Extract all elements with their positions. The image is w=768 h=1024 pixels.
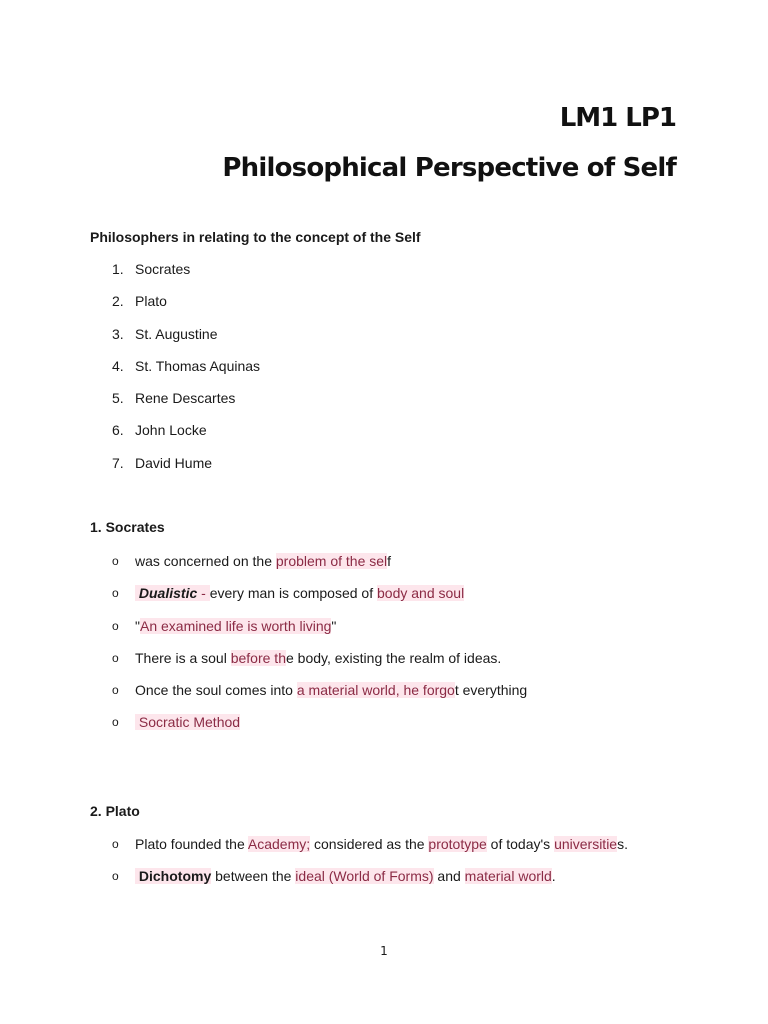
text-run: - xyxy=(197,585,210,602)
highlighted-text: before th xyxy=(230,649,286,666)
bullet-text xyxy=(135,616,336,636)
highlighted-text: An examined life is worth living xyxy=(139,617,332,634)
highlighted-text: problem of the sel xyxy=(275,553,388,569)
document-code: LM1 LP1 xyxy=(559,103,676,133)
bullet-marker: o xyxy=(112,618,119,633)
text-run: There is a soul xyxy=(135,649,231,666)
list-number: 6. xyxy=(112,422,124,439)
list-number: 7. xyxy=(112,454,124,471)
bullet-marker: o xyxy=(112,837,119,851)
highlighted-text: universitie xyxy=(554,836,618,852)
text-run: t everything xyxy=(454,682,528,699)
highlighted-text: a material world, he forgo xyxy=(296,682,455,699)
list-number: 3. xyxy=(112,325,124,342)
list-number: 1. xyxy=(112,261,124,277)
plato-heading: 2. Plato xyxy=(90,803,140,819)
term-dualistic: Dualistic xyxy=(138,585,198,602)
philosopher-name: Socrates xyxy=(135,261,191,277)
quote-mark: " xyxy=(135,617,140,634)
bullet-marker: o xyxy=(112,715,119,730)
text-run: . xyxy=(551,868,556,885)
text-run: s. xyxy=(617,836,628,852)
bullet-text xyxy=(135,583,464,603)
philosopher-name: St. Augustine xyxy=(135,325,218,342)
title-block xyxy=(222,98,676,186)
text-run: of today's xyxy=(486,836,555,852)
bullet-text xyxy=(135,866,556,886)
text-run: every man is composed of xyxy=(209,585,377,602)
text-run: Once the soul comes into xyxy=(135,682,297,699)
bullet-marker: o xyxy=(112,650,119,665)
highlighted-text: material world xyxy=(464,868,552,885)
bullet-text xyxy=(135,680,527,700)
text-run: between the xyxy=(211,868,296,885)
highlighted-text: Socratic Method xyxy=(138,714,241,731)
list-number: 4. xyxy=(112,357,124,374)
text-run: was concerned on the xyxy=(135,553,276,569)
highlighted-text: body and soul xyxy=(377,585,465,602)
philosopher-name: David Hume xyxy=(135,454,213,471)
text-run: considered as the xyxy=(310,836,429,852)
highlighted-text: ideal (World of Forms) xyxy=(295,868,434,885)
philosopher-name: Rene Descartes xyxy=(135,390,236,407)
philosopher-name: St. Thomas Aquinas xyxy=(135,357,261,374)
philosopher-name: Plato xyxy=(135,293,167,310)
philosopher-name: John Locke xyxy=(135,422,207,439)
bullet-text xyxy=(135,712,240,732)
bullet-marker: o xyxy=(112,586,119,601)
text-run: e body, existing the realm of ideas. xyxy=(285,649,502,666)
text-run: and xyxy=(433,868,465,885)
quote-mark: " xyxy=(331,617,337,634)
highlighted-text: prototype xyxy=(428,836,487,852)
bullet-text xyxy=(135,551,391,571)
intro-heading: Philosophers in relating to the concept of the Self xyxy=(90,229,421,245)
bullet-marker: o xyxy=(112,869,119,884)
text-run: Plato founded the xyxy=(135,836,248,852)
socrates-heading: 1. Socrates xyxy=(90,519,165,535)
bullet-text xyxy=(135,834,628,854)
list-number: 2. xyxy=(112,293,124,310)
text-run: f xyxy=(387,553,392,569)
page-title: Philosophical Perspective of Self xyxy=(222,153,676,183)
list-number: 5. xyxy=(112,390,124,407)
bullet-marker: o xyxy=(112,683,119,698)
page-number: 1 xyxy=(380,944,388,958)
highlighted-text: Academy; xyxy=(247,836,311,852)
bullet-marker: o xyxy=(112,554,119,568)
term-dichotomy: Dichotomy xyxy=(138,868,212,885)
bullet-text xyxy=(135,648,501,668)
